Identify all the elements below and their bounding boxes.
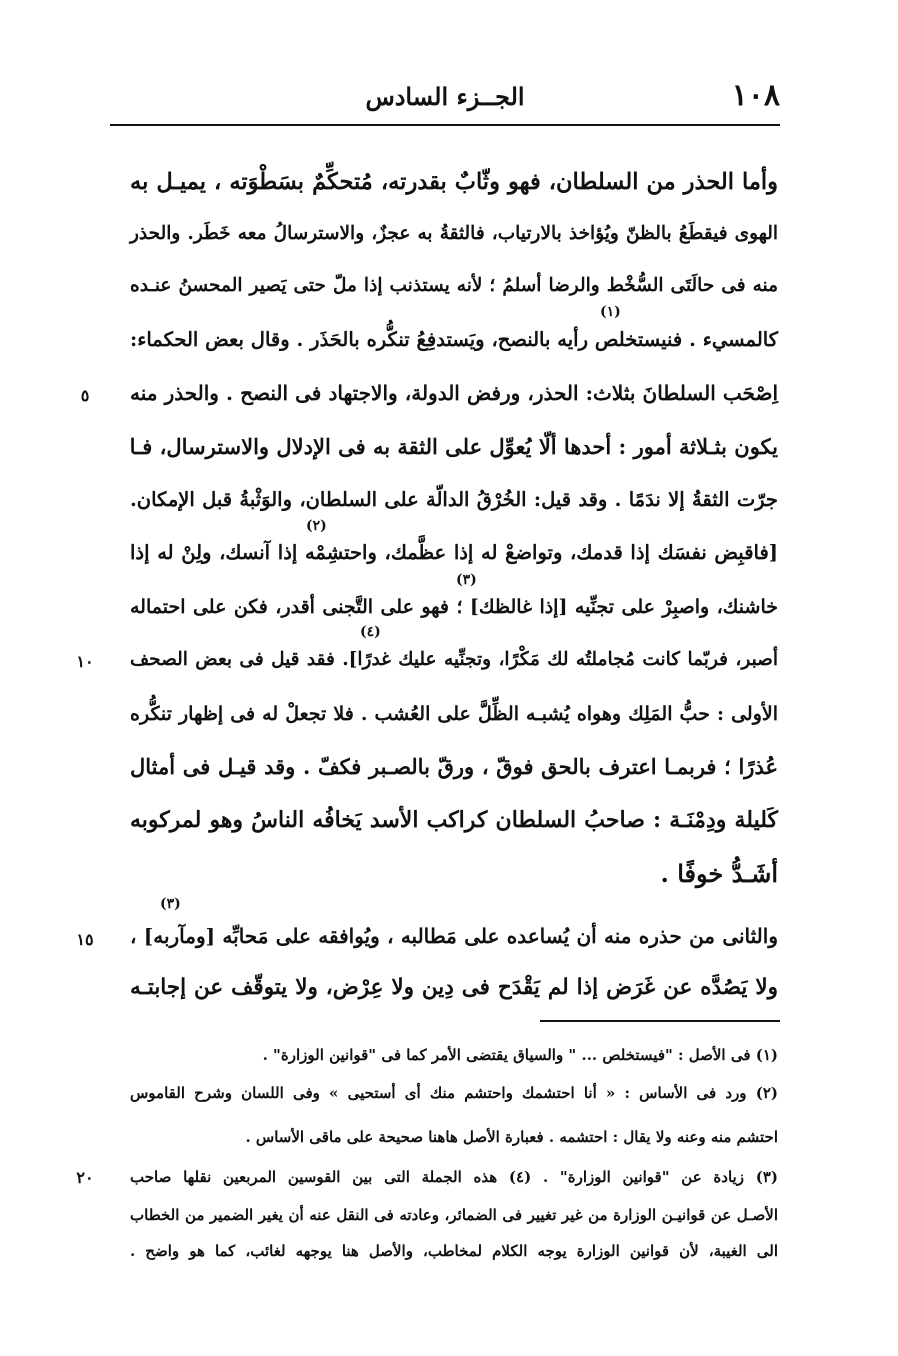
footnote-line: (١) فى الأصل : "فيستخلص ... " والسياق يقتضى الأمر كما فى "قوانين الوزارة" . <box>262 1046 778 1064</box>
running-title: الجــزء السادس <box>365 82 525 111</box>
body-line: عُذرًا ؛ فربمـا اعترف بالحق فوقّ ، ورقّ بالصـبر فكفّ . وقد قيـل فى أمثال <box>130 754 778 779</box>
footnote-line: (٣) زيادة عن "قوانين الوزارة" . (٤) هذه الجملة التى بين القوسين المربعين نقلها صاحب <box>130 1168 779 1186</box>
page-number: ١٠٨ <box>731 78 780 113</box>
body-line: ولا يَصُدَّه عن غَرَض إذا لم يَقْدَح فى دِين ولا عِرْض، ولا يتوقّف عن إجابتـه <box>130 975 778 1000</box>
footnote-line: الأصـل عن قوانيـن الوزارة من غير تغيير فى الضمائر، وعادته فى النقل عنه أن يغير الضمير من الخطاب <box>130 1206 778 1224</box>
footnote-line: احتشم منه وعنه ولا يقال : احتشمه . فعبارة الأصل هاهنا صحيحة على ماقى الأساس . <box>245 1128 778 1146</box>
body-line: الهوى فيقطَعُ بالظنّ ويُؤاخذ بالارتياب، فالثقةُ به عجزٌ، والاسترسالُ معه خَطَر. والحذر <box>130 223 778 244</box>
body-line: [فاقبِض نفسَك إذا قدمك، وتواضعْ له إذا عظَّمك، واحتشِمْه إذا آنسك، ولِنْ له إذا <box>130 541 778 564</box>
body-line: خاشنك، واصبِرْ على تجنِّيه [إذا غالظك] ؛ فهو على التَّجنى أقدر، فكن على احتماله <box>130 596 778 618</box>
body-line: يكون بثـلاثة أمور : أحدها ألّا يُعوِّل على الثقة به فى الإدلال والاسترسال، فـا <box>129 434 778 459</box>
body-line: وأما الحذر من السلطان، فهو وثّابٌ بقدرته، مُتحكِّمٌ بسَطْوَته ، يميـل به <box>130 169 778 195</box>
footnote-ref: (١) <box>600 304 621 320</box>
footnote-ref: (٢) <box>306 518 327 534</box>
footnote-line: الى الغيبة، لأن قوانين الوزارة يوجه الكلام لمخاطب، والأصل هنا يوجهه لغائب، كما هو واضح . <box>130 1242 778 1260</box>
footnote-line: (٢) ورد فى الأساس : « أنا احتشمك واحتشم منك أى أستحيى » وفى اللسان وشرح القاموس <box>130 1084 778 1102</box>
body-line: أصبر، فربّما كانت مُجاملتُه لك مَكْرًا، وتجنِّيه عليك غدرًا]. فقد قيل فى بعض الصحف <box>130 649 778 670</box>
body-line: والثانى من حذره منه أن يُساعده على مَطالبه ، ويُوافقه على مَحابِّه [ومآربه] ، <box>130 924 778 948</box>
body-line: الأولى : حبُّ المَلِك وهواه يُشبـه الظِّلَّ على العُشب . فلا تجعلْ له فى إظهار تنكُّره <box>130 703 778 725</box>
body-line: أشَـدُّ خوفًا . <box>660 859 778 888</box>
body-line: كَليلة ودِمْنَـة : صاحبُ السلطان كراكب الأسد يَخافُه الناسُ وهو لمركوبه <box>130 807 778 833</box>
footnote-rule <box>540 1020 780 1022</box>
line-number-marker: ٢٠ <box>76 1168 94 1187</box>
body-line: اِصْحَب السلطانَ بثلاث: الحذر، ورفض الدولة، والاجتهاد فى النصح . والحذر منه <box>130 381 778 405</box>
line-number-marker: ١٠ <box>76 652 94 671</box>
body-line: منه فى حالَتَى السُّخْط والرضا أسلمُ ؛ لأنه يستذنب إذا ملّ حتى يَصير المحسنُ عنـده <box>130 275 778 296</box>
footnote-ref: (٣) <box>160 896 181 912</box>
body-line: جرّت الثقةُ إلا ندَمًا . وقد قيل: الخُرْقُ الدالّة على السلطان، والوَثْبةُ قبل الإمكان. <box>130 488 778 511</box>
footnote-ref: (٤) <box>360 624 381 640</box>
line-number-marker: ١٥ <box>76 930 94 949</box>
footnote-ref: (٣) <box>456 572 477 588</box>
line-number-marker: ٥ <box>80 386 90 405</box>
body-line: كالمسيء . فنيستخلص رأيه بالنصح، ويَستدفِعُ تنكُّره بالحَذَر . وقال بعض الحكماء: <box>130 328 778 351</box>
